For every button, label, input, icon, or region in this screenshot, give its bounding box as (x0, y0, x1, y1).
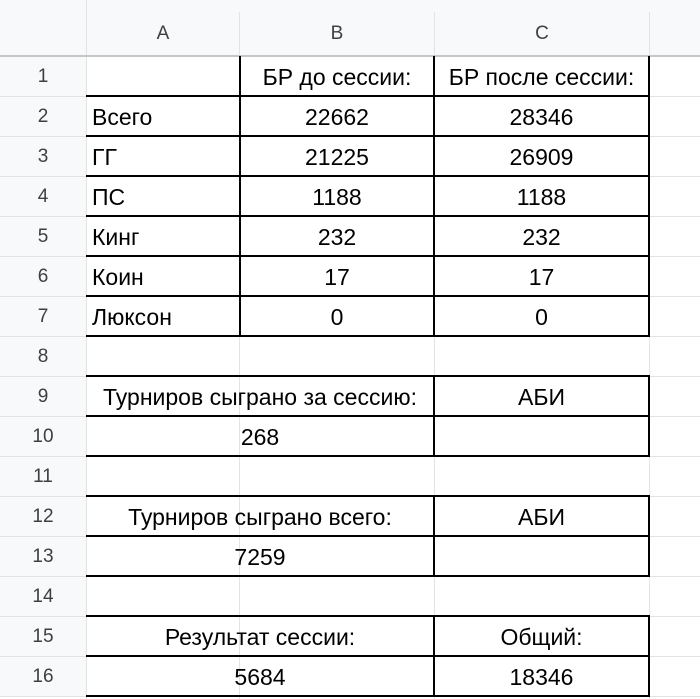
cell-border (648, 376, 650, 457)
session-result-value: 5684 (234, 663, 286, 690)
value-before: 22662 (305, 103, 369, 130)
cell-c3[interactable] (435, 137, 648, 177)
cell-b4[interactable] (241, 177, 433, 217)
session-tournaments-label: Турниров сыграно за сессию: (103, 383, 417, 410)
cell-c6[interactable] (435, 257, 648, 297)
cell-c7[interactable] (435, 297, 648, 337)
row-header[interactable] (0, 497, 86, 537)
cell-a15-merged[interactable] (87, 617, 433, 657)
row-header[interactable] (0, 137, 86, 177)
select-all-corner[interactable] (0, 0, 86, 56)
row-number: 5 (37, 226, 49, 247)
cell-a6[interactable] (87, 257, 239, 297)
cell-a13-merged[interactable] (87, 537, 433, 577)
row-number: 8 (37, 346, 49, 367)
cell-a4[interactable] (87, 177, 239, 217)
session-abi-label: АБИ (518, 383, 565, 410)
total-tournaments-value: 7259 (234, 543, 286, 570)
row-label: Коин (92, 263, 144, 290)
cell-c15[interactable] (435, 617, 648, 657)
overall-result-value: 18346 (509, 663, 574, 690)
header-top-strip (87, 0, 700, 12)
cell-a16-merged[interactable] (87, 657, 433, 697)
row-header[interactable] (0, 337, 86, 377)
row-header[interactable] (0, 537, 86, 577)
row-header[interactable] (0, 417, 86, 457)
row-number: 14 (32, 586, 54, 607)
row-number: 11 (33, 466, 53, 487)
row-header[interactable] (0, 617, 86, 657)
value-before: 0 (330, 303, 344, 330)
cell-c10[interactable] (435, 417, 648, 457)
row-header[interactable] (0, 57, 86, 97)
cell-a9-merged[interactable] (87, 377, 433, 417)
header-before-session: БР до сессии: (262, 63, 412, 90)
value-after: 1188 (516, 183, 567, 210)
header-after-session: БР после сессии: (448, 63, 635, 90)
value-after: 232 (522, 223, 561, 250)
row-header[interactable] (0, 577, 86, 617)
row-number: 2 (37, 106, 49, 127)
row-number: 16 (32, 666, 54, 687)
row-header[interactable] (0, 97, 86, 137)
row-label: Люксон (92, 303, 172, 330)
row-number: 10 (32, 426, 54, 447)
row-number: 13 (32, 546, 54, 567)
value-after: 26909 (509, 143, 574, 170)
row-header[interactable] (0, 217, 86, 257)
total-abi-label: АБИ (518, 503, 565, 530)
cell-a12-merged[interactable] (87, 497, 433, 537)
row-header[interactable] (0, 297, 86, 337)
overall-result-label: Общий: (500, 623, 583, 650)
cell-a7[interactable] (87, 297, 239, 337)
cell-a3[interactable] (87, 137, 239, 177)
row-number: 9 (37, 386, 49, 407)
cell-c1[interactable] (435, 57, 648, 97)
cell-a10-merged[interactable] (87, 417, 433, 457)
cell-c13[interactable] (435, 537, 648, 577)
cell-c5[interactable] (435, 217, 648, 257)
cell-border (648, 56, 650, 337)
row-number: 1 (37, 66, 49, 87)
row-header[interactable] (0, 377, 86, 417)
row-number: 3 (37, 146, 49, 167)
cell-border (648, 496, 650, 577)
session-tournaments-value: 268 (240, 423, 280, 450)
cell-b1[interactable] (241, 57, 433, 97)
row-number: 4 (37, 186, 49, 207)
row-label: Кинг (92, 223, 140, 250)
row-number: 15 (32, 626, 54, 647)
row-number: 7 (37, 306, 49, 327)
row-header[interactable] (0, 257, 86, 297)
cell-a5[interactable] (87, 217, 239, 257)
cell-c12[interactable] (435, 497, 648, 537)
value-after: 28346 (509, 103, 574, 130)
column-header-c[interactable] (435, 12, 649, 55)
cell-c16[interactable] (435, 657, 648, 697)
column-header-a[interactable] (87, 12, 239, 55)
cell-c9[interactable] (435, 377, 648, 417)
value-before: 17 (324, 263, 350, 290)
row-header[interactable] (0, 657, 86, 697)
value-before: 232 (317, 223, 357, 250)
total-tournaments-label: Турниров сыграно всего: (128, 503, 392, 530)
row-label: ПС (92, 183, 126, 210)
row-number: 6 (37, 266, 49, 287)
column-header-b[interactable] (240, 12, 434, 55)
value-after: 0 (535, 303, 548, 330)
value-before: 21225 (305, 143, 369, 170)
value-before: 1188 (312, 183, 362, 210)
cell-b3[interactable] (241, 137, 433, 177)
row-number: 12 (32, 506, 54, 527)
cell-c4[interactable] (435, 177, 648, 217)
cell-b2[interactable] (241, 97, 433, 137)
row-label: ГГ (92, 143, 117, 170)
cell-b6[interactable] (241, 257, 433, 297)
cell-a2[interactable] (87, 97, 239, 137)
cell-b7[interactable] (241, 297, 433, 337)
session-result-label: Результат сессии: (164, 623, 356, 650)
row-header[interactable] (0, 457, 86, 497)
row-header[interactable] (0, 177, 86, 217)
column-header-label: A (156, 22, 170, 44)
column-header-label: B (330, 22, 344, 44)
column-header-label: C (535, 22, 549, 44)
value-after: 17 (528, 263, 555, 290)
cell-border (648, 616, 650, 697)
row-label: Всего (92, 103, 153, 130)
cell-c2[interactable] (435, 97, 648, 137)
column-header-d[interactable] (650, 12, 700, 55)
cell-b5[interactable] (241, 217, 433, 257)
